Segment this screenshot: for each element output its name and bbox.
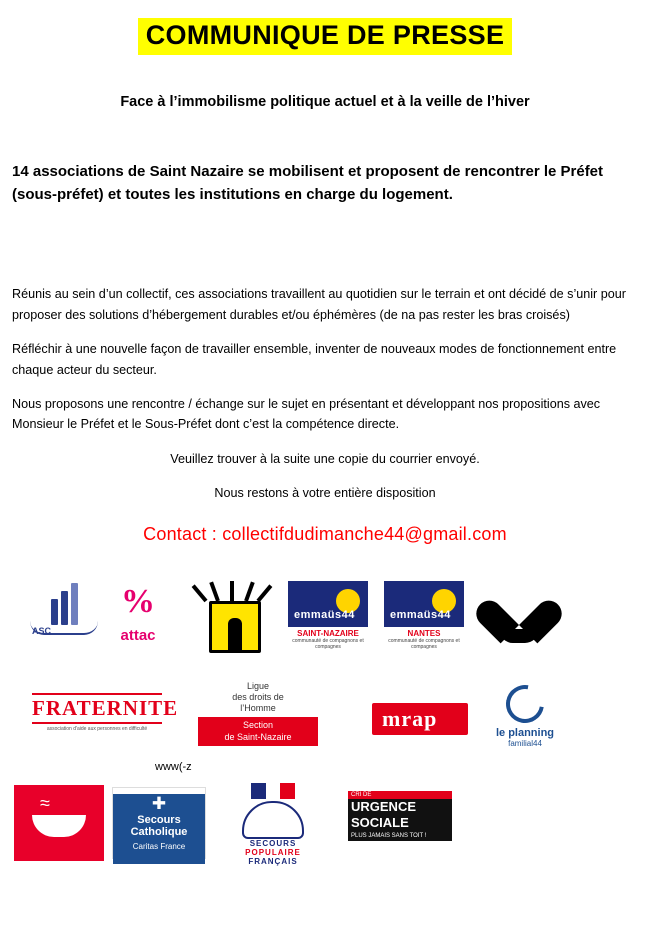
lead-paragraph: 14 associations de Saint Nazaire se mobilisent et proposent de rencontrer le Préfet (sous-préfet) et toutes les institutions en charge du logement. bbox=[12, 162, 604, 204]
centered-line-2: Nous restons à votre entière disposition bbox=[214, 486, 436, 501]
ldh-band bbox=[198, 717, 318, 746]
document-page bbox=[0, 18, 650, 930]
secours-catholique-line-3: Caritas France bbox=[132, 841, 186, 851]
logo-secours-catholique bbox=[112, 787, 206, 859]
emmaus-city-2: NANTES bbox=[407, 628, 441, 638]
dal-rays-icon bbox=[196, 575, 274, 601]
swirl-icon bbox=[499, 677, 552, 730]
logo-asc bbox=[30, 583, 98, 653]
secours-catholique-line-2: Catholique bbox=[130, 826, 188, 839]
ldh-band-line-1: Section bbox=[242, 720, 274, 731]
asc-bars-icon bbox=[30, 583, 98, 625]
logo-restos-du-coeur bbox=[14, 785, 104, 861]
logo-dal bbox=[196, 575, 274, 659]
percent-icon: % bbox=[121, 582, 155, 620]
heart-icon bbox=[493, 583, 545, 629]
logo-attac-label: attac bbox=[120, 626, 156, 644]
spf-line-3: FRANÇAIS bbox=[248, 856, 298, 866]
ldh-band-line-2: de Saint-Nazaire bbox=[224, 731, 292, 742]
logo-fraternite-label: FRATERNITE bbox=[32, 693, 162, 724]
document-subtitle: Face à l’immobilisme politique actuel et à la veille de l’hiver bbox=[120, 94, 530, 111]
logo-emmaus-nantes bbox=[384, 581, 464, 653]
french-flag-icon bbox=[251, 783, 295, 799]
hand-icon bbox=[242, 801, 304, 839]
urgence-bottom-label: PLUS JAMAIS SANS TOIT ! bbox=[348, 831, 452, 841]
ldh-line-2: des droits de bbox=[232, 691, 284, 702]
logo-emmaus-saint-nazaire bbox=[288, 581, 368, 653]
emmaus-fine-1: communauté de compagnons et compagnes bbox=[292, 637, 364, 650]
planning-line-1: le planning bbox=[495, 726, 555, 739]
page-title: COMMUNIQUE DE PRESSE bbox=[138, 18, 513, 55]
logo-ldh bbox=[198, 681, 318, 757]
ldh-line-1: Ligue bbox=[246, 680, 270, 691]
mrap-band bbox=[372, 703, 468, 735]
logo-secours-populaire bbox=[218, 783, 328, 866]
secours-catholique-line-1: Secours bbox=[137, 813, 181, 826]
bowl-icon bbox=[32, 815, 86, 837]
emmaus-city-1: SAINT-NAZAIRE bbox=[297, 628, 359, 638]
cross-icon: ✚ bbox=[151, 793, 167, 813]
paragraph-2: Réfléchir à une nouvelle façon de travailler ensemble, inventer de nouveaux modes de fonctionnement entre chaque acteur du secteur. bbox=[12, 342, 617, 377]
urgence-big-1: URGENCE bbox=[348, 799, 452, 815]
title-container bbox=[0, 18, 650, 55]
emmaus-badge-2 bbox=[384, 581, 464, 627]
secours-catholique-badge bbox=[113, 794, 205, 864]
urgence-top-label: CRI DE bbox=[348, 791, 452, 799]
ldh-line-3: l’Homme bbox=[240, 703, 276, 714]
stray-text: www(-z bbox=[155, 760, 192, 773]
emmaus-badge bbox=[288, 581, 368, 627]
planning-line-2: familial44 bbox=[508, 738, 542, 748]
body-text bbox=[0, 284, 650, 544]
logo-fraternite bbox=[32, 693, 179, 753]
emmaus-fine-2: communauté de compagnons et compagnes bbox=[388, 637, 460, 650]
centered-line-1: Veuillez trouver à la suite une copie du courrier envoyé. bbox=[170, 451, 480, 466]
emmaus-brand-1: emmaüs44 bbox=[294, 608, 355, 621]
logo-fraternite-sub: association d'aide aux personnes en difficulté bbox=[46, 725, 148, 732]
contact-email: Contact : collectifdudimanche44@gmail.com bbox=[143, 523, 507, 544]
steam-icon: ≈ bbox=[40, 792, 50, 813]
dal-house-icon bbox=[209, 601, 261, 653]
logo-coeur bbox=[484, 583, 554, 653]
logo-mrap bbox=[372, 703, 468, 749]
logo-planning-familial bbox=[486, 685, 564, 755]
logo-strip bbox=[0, 573, 650, 873]
paragraph-3: Nous proposons une rencontre / échange sur le sujet en présentant et développant nos propositions avec Monsieur le Préfet et le Sous-Préfet dont c’est la compétence directe. bbox=[12, 396, 601, 432]
paragraph-1: Réunis au sein d’un collectif, ces associations travaillent au quotidien sur le terrain et ont décidé de s’unir pour proposer des solutions d’hébergement durables et/ou éphémères (de na pas rester les bras croisés) bbox=[12, 287, 626, 322]
urgence-big-2: SOCIALE bbox=[348, 815, 452, 831]
logo-attac bbox=[108, 582, 168, 655]
spf-line-1: SECOURS bbox=[249, 838, 297, 848]
logo-mrap-label: mrap bbox=[382, 705, 438, 731]
emmaus-brand-2: emmaüs44 bbox=[390, 608, 451, 621]
logo-urgence-sociale bbox=[348, 791, 452, 847]
logo-asc-label: ASC bbox=[32, 625, 52, 636]
spf-line-2: POPULAIRE bbox=[245, 847, 301, 857]
